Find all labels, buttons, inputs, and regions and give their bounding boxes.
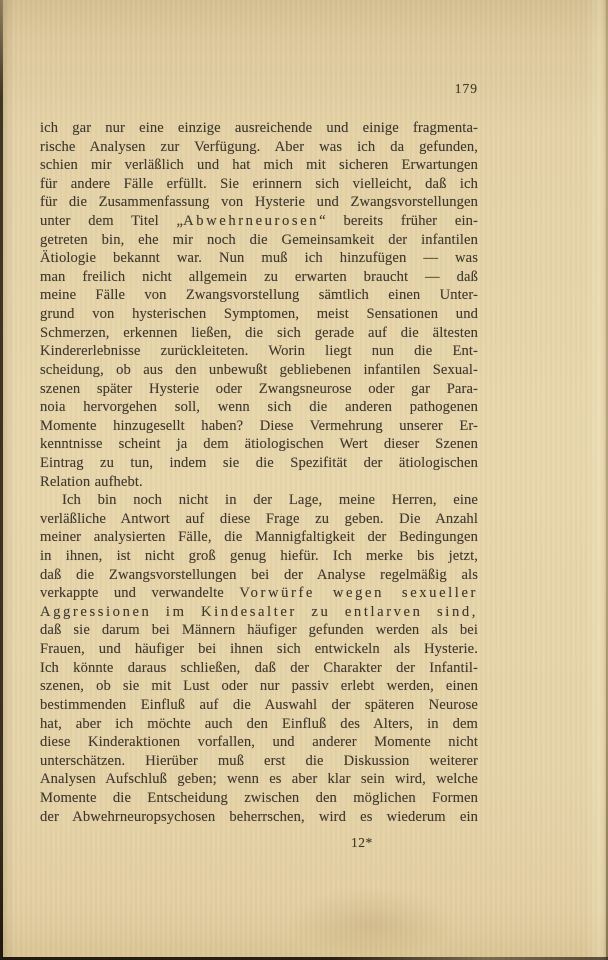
text-line — [40, 770, 478, 789]
text-segment: grund von hysterischen Symptomen, meist Sensationen und — [40, 306, 478, 323]
text-line — [40, 547, 478, 566]
text-line — [40, 249, 478, 268]
text-segment: in ihnen, ist nicht groß genug hiefür. Ich merke bis jetzt, — [40, 548, 478, 565]
text-line — [40, 342, 478, 361]
emphasized-spaced-text: Vorwürfe wegen sexueller — [239, 585, 478, 602]
text-segment: szenen später Hysterie oder Zwangsneurose oder gar Para- — [40, 380, 478, 397]
text-segment: rische Analysen zur Verfügung. Aber was ich da gefunden, — [40, 138, 478, 155]
text-segment: kenntnisse scheint ja dem ätiologischen Wert dieser Szenen — [40, 436, 478, 453]
text-line — [40, 156, 478, 175]
text-line — [40, 473, 478, 492]
text-block — [40, 119, 478, 826]
text-line — [40, 677, 478, 696]
text-line — [40, 733, 478, 752]
text-segment: unterschätzen. Hierüber muß erst die Diskussion weiterer — [40, 752, 478, 769]
text-line — [40, 435, 478, 454]
text-segment: Ätiologie bekannt war. Nun muß ich hinzufügen — was — [40, 250, 478, 267]
text-line — [40, 510, 478, 529]
text-line — [40, 696, 478, 715]
text-segment: Kindererlebnisse zurückleiteten. Worin liegt nun die Ent- — [40, 343, 478, 360]
text-line — [40, 659, 478, 678]
text-segment: Ich bin noch nicht in der Lage, meine Herren, eine — [62, 492, 478, 509]
text-segment: Analysen Aufschluß geben; wenn es aber klar sein wird, welche — [40, 771, 478, 788]
text-segment: daß sie darum bei Männern häufiger gefunden werden als bei — [40, 622, 478, 639]
text-line — [40, 324, 478, 343]
text-line — [40, 138, 478, 157]
scan-left-edge — [0, 0, 3, 960]
page-number: 179 — [454, 81, 478, 96]
text-segment: verkappte und verwandelte — [40, 585, 240, 602]
text-segment: für andere Fälle erfüllt. Sie erinnern sich vielleicht, daß ich — [40, 175, 478, 192]
text-segment: für die Zusammenfassung von Hysterie und Zwangsvorstellungen — [40, 194, 478, 211]
emphasized-spaced-text: Aggressionen im Kindesalter zu entlarven sind, — [40, 603, 478, 620]
text-segment: meine Fälle von Zwangsvorstellung sämtlich einen Unter- — [40, 287, 478, 304]
text-segment: verläßliche Antwort auf diese Frage zu geben. Die Anzahl — [40, 510, 478, 527]
text-segment: Momente hinzugesellt haben? Diese Vermehrung unserer Er- — [40, 417, 478, 434]
text-line — [40, 231, 478, 250]
text-line — [40, 640, 478, 659]
text-line — [40, 119, 478, 138]
text-line — [40, 715, 478, 734]
text-segment: szenen, ob sie mit Lust oder nur passiv erlebt werden, einen — [40, 678, 478, 695]
text-line — [40, 361, 478, 380]
text-line — [40, 175, 478, 194]
text-line — [40, 752, 478, 771]
text-segment: hat, aber ich möchte auch den Einfluß des Alters, in dem — [40, 715, 478, 732]
text-segment: unter dem Titel „ — [40, 213, 184, 230]
text-line — [40, 584, 478, 603]
text-segment: ich gar nur eine einzige ausreichende und einige fragmenta- — [40, 120, 478, 136]
text-segment: “ bereits früher ein- — [319, 213, 478, 230]
text-line — [40, 398, 478, 417]
text-line — [40, 212, 478, 231]
text-line — [40, 789, 478, 808]
emphasized-spaced-text: Abwehrneurosen — [183, 213, 320, 230]
text-segment: bestimmenden Einfluß auf die Auswahl der späteren Neurose — [40, 696, 478, 713]
text-segment: man freilich nicht allgemein zu erwarten braucht — daß — [40, 268, 478, 285]
text-segment: meiner analysierten Fälle, die Mannigfaltigkeit der Bedingungen — [40, 529, 478, 546]
text-line — [40, 193, 478, 212]
text-line — [40, 603, 478, 622]
text-segment: Frauen, und häufiger bei ihnen sich entwickeln als Hysterie. — [40, 641, 478, 658]
text-segment: der Abwehrneuropsychosen beherrschen, wird es wiederum ein — [40, 808, 478, 825]
text-line — [40, 454, 478, 473]
text-line — [40, 286, 478, 305]
text-segment: getreten bin, ehe mir noch die Gemeinsamkeit der infantilen — [40, 231, 478, 248]
text-segment: Schmerzen, erkennen ließen, die sich gerade auf die ältesten — [40, 324, 478, 341]
text-line — [40, 268, 478, 287]
text-line — [40, 621, 478, 640]
text-segment: diese Kinderaktionen vorfallen, und anderer Momente nicht — [40, 734, 478, 751]
text-segment: daß die Zwangsvorstellungen bei der Analyse regelmäßig als — [40, 566, 478, 583]
text-segment: Ich könnte daraus schließen, daß der Charakter der Infantil- — [40, 659, 478, 676]
text-segment: Relation aufhebt. — [40, 473, 143, 490]
text-line — [40, 305, 478, 324]
text-line — [40, 528, 478, 547]
text-segment: scheidung, ob aus den unbewußt gebliebenen infantilen Sexual- — [40, 361, 478, 378]
text-line — [40, 808, 478, 827]
text-line — [40, 566, 478, 585]
text-line — [40, 417, 478, 436]
text-segment: noia hervorgehen soll, wenn sich die anderen pathogenen — [40, 399, 478, 416]
text-segment: Momente die Entscheidung zwischen den möglichen Formen — [40, 789, 478, 806]
text-line — [40, 380, 478, 399]
text-segment: schien mir verläßlich und hat mich mit sicheren Erwartungen — [40, 157, 478, 174]
text-line — [40, 491, 478, 510]
signature-mark: 12* — [351, 835, 373, 850]
text-segment: Eintrag zu tun, indem sie die Spezifität der ätiologischen — [40, 454, 478, 471]
